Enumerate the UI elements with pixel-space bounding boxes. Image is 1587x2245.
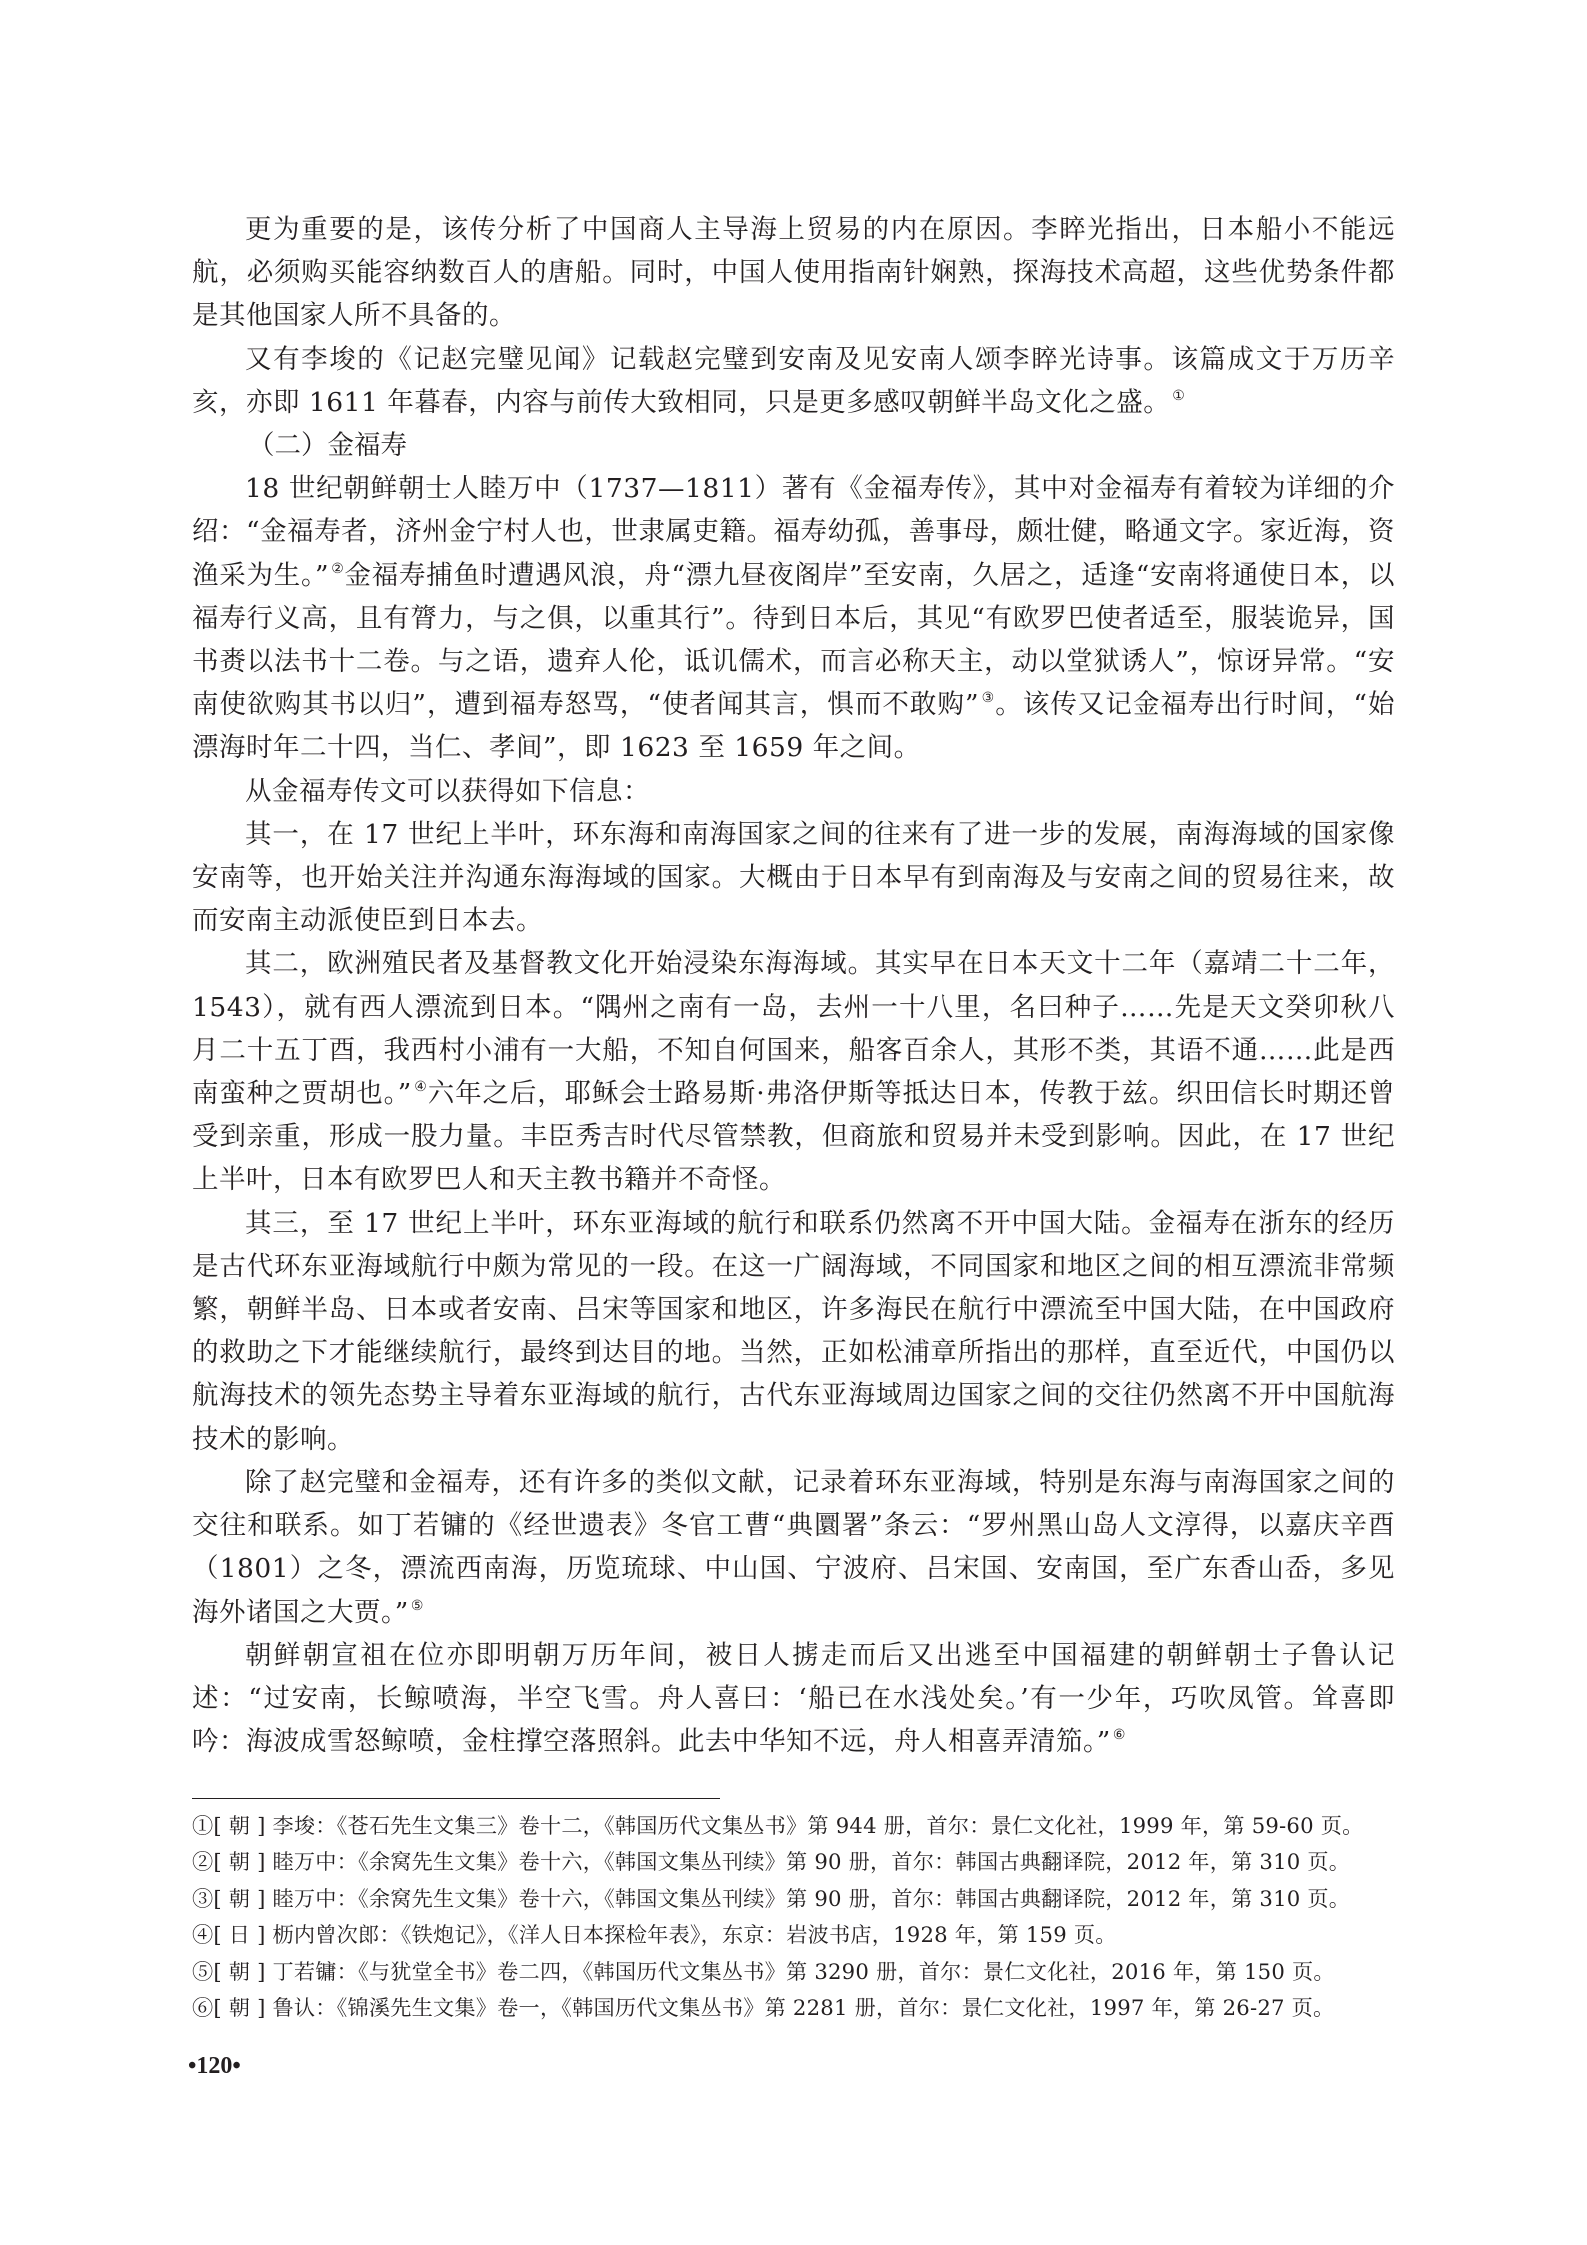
paragraph: 更为重要的是，该传分析了中国商人主导海上贸易的内在原因。李睟光指出，日本船小不能远航，必须购买能容纳数百人的唐船。同时，中国人使用指南针娴熟，探海技术高超，这些优势条件都是其他国家人所不具备的。 <box>192 214 1395 332</box>
footnote-ref[interactable]: ② <box>331 560 345 577</box>
footnote-ref[interactable]: ⑤ <box>410 1597 424 1614</box>
paragraph: 又有李埈的《记赵完璧见闻》记载赵完璧到安南及见安南人颂李睟光诗事。该篇成文于万历辛亥，亦即 1611 年暮春，内容与前传大致相同，只是更多感叹朝鲜半岛文化之盛。 ① <box>192 343 1395 418</box>
footnote: ①[ 朝 ] 李埈：《苍石先生文集三》卷十二，《韩国历代文集丛书》第 944 册，首尔：景仁文化社，1999 年，第 59-60 页。 <box>192 1813 1364 1838</box>
footnote-ref[interactable]: ③ <box>981 690 996 707</box>
footnote: ②[ 朝 ] 睦万中：《余窝先生文集》卷十六，《韩国文集丛刊续》第 90 册，首尔：韩国古典翻译院，2012 年，第 310 页。 <box>192 1849 1351 1875</box>
body-text <box>192 208 1395 1763</box>
paragraph: 从金福寿传文可以获得如下信息： <box>245 775 650 807</box>
footnote: ③[ 朝 ] 睦万中：《余窝先生文集》卷十六，《韩国文集丛刊续》第 90 册，首尔：韩国古典翻译院，2012 年，第 310 页。 <box>192 1885 1351 1911</box>
footnotes <box>192 1808 1407 2026</box>
footnote-ref[interactable]: ④ <box>413 1079 428 1096</box>
footnote: ⑥[ 朝 ] 鲁认：《锦溪先生文集》卷一，《韩国历代文集丛书》第 2281 册，首尔：景仁文化社，1997 年，第 26-27 页。 <box>192 1995 1335 2021</box>
section-heading: （二）金福寿 <box>248 430 407 462</box>
footnote-ref[interactable]: ⑥ <box>1112 1727 1126 1744</box>
paragraph: 18 世纪朝鲜朝士人睦万中（1737—1811）著有《金福寿传》，其中对金福寿有着较为详细的介绍：“金福寿者，济州金宁村人也，世隶属吏籍。福寿幼孤，善事母，颇壮健，略通文字。家近海，资渔采为生。” ②金福寿捕鱼时遭遇风浪，舟“漂九昼夜阁岸”至安南，久居之，适逢“安南将通使日本，以福寿行义高，且有膂力，与之俱，以重其行”。待到日本后，其见“有欧罗巴使者适至，服装诡异，国书赉以法书十二卷。与之语，遗弃人伦，诋讥儒术，而言必称天主，动以堂狱诱人”，惊讶异常。“安南使欲购其书以归”，遭到福寿怒骂，“使者闻其言，惧而不敢购” ③。该传又记金福寿出行时间，“始漂海时年二十四，当仁、孝间”，即 1623 至 1659 年之间。 <box>192 473 1395 764</box>
paragraph: 其二，欧洲殖民者及基督教文化开始浸染东海海域。其实早在日本天文十二年（嘉靖二十二年，1543），就有西人漂流到日本。“隅州之南有一岛，去州一十八里，名曰种子……先是天文癸卯秋八月二十五丁酉，我西村小浦有一大船，不知自何国来，船客百余人，其形不类，其语不通……此是西南蛮种之贾胡也。” ④六年之后，耶稣会士路易斯·弗洛伊斯等抵达日本，传教于兹。织田信长时期还曾受到亲重，形成一股力量。丰臣秀吉时代尽管禁教，但商旅和贸易并未受到影响。因此，在 17 世纪上半叶，日本有欧罗巴人和天主教书籍并不奇怪。 <box>192 948 1395 1196</box>
footnote-divider <box>192 1798 720 1799</box>
footnote: ④[ 日 ] 枥内曾次郎：《铁炮记》，《洋人日本探检年表》，东京：岩波书店，1928 年，第 159 页。 <box>192 1922 1117 1948</box>
paragraph: 其一，在 17 世纪上半叶，环东海和南海国家之间的往来有了进一步的发展，南海海域的国家像安南等，也开始关注并沟通东海海域的国家。大概由于日本早有到南海及与安南之间的贸易往来，故而安南主动派使臣到日本去。 <box>192 818 1395 937</box>
footnote: ⑤[ 朝 ] 丁若镛：《与犹堂全书》卷二四，《韩国历代文集丛书》第 3290 册，首尔：景仁文化社，2016 年，第 150 页。 <box>192 1958 1335 1984</box>
footnote-ref[interactable]: ① <box>1172 387 1186 404</box>
paragraph: 朝鲜朝宣祖在位亦即明朝万历年间，被日人掳走而后又出逃至中国福建的朝鲜朝士子鲁认记述：“过安南，长鲸喷海，半空飞雪。舟人喜曰：‘船已在水浅处矣。’有一少年，巧吹凤管。耸喜即吟：海波成雪怒鲸喷，金柱撑空落照斜。此去中华知不远，舟人相喜弄清笳。” ⑥ <box>192 1639 1395 1758</box>
paragraph: 其三，至 17 世纪上半叶，环东亚海域的航行和联系仍然离不开中国大陆。金福寿在浙东的经历是古代环东亚海域航行中颇为常见的一段。在这一广阔海域，不同国家和地区之间的相互漂流非常频繁，朝鲜半岛、日本或者安南、吕宋等国家和地区，许多海民在航行中漂流至中国大陆，在中国政府的救助之下才能继续航行，最终到达目的地。当然，正如松浦章所指出的那样，直至近代，中国仍以航海技术的领先态势主导着东亚海域的航行，古代东亚海域周边国家之间的交往仍然离不开中国航海技术的影响。 <box>192 1207 1395 1455</box>
paragraph: 除了赵完璧和金福寿，还有许多的类似文献，记录着环东亚海域，特别是东海与南海国家之间的交往和联系。如丁若镛的《经世遗表》冬官工曹“典圜署”条云：“罗州黑山岛人文淳得，以嘉庆辛酉（1801）之冬，漂流西南海，历览琉球、中山国、宁波府、吕宋国、安南国，至广东香山岙，多见海外诸国之大贾。” ⑤ <box>192 1466 1395 1628</box>
page-number: •120• <box>188 2053 241 2079</box>
